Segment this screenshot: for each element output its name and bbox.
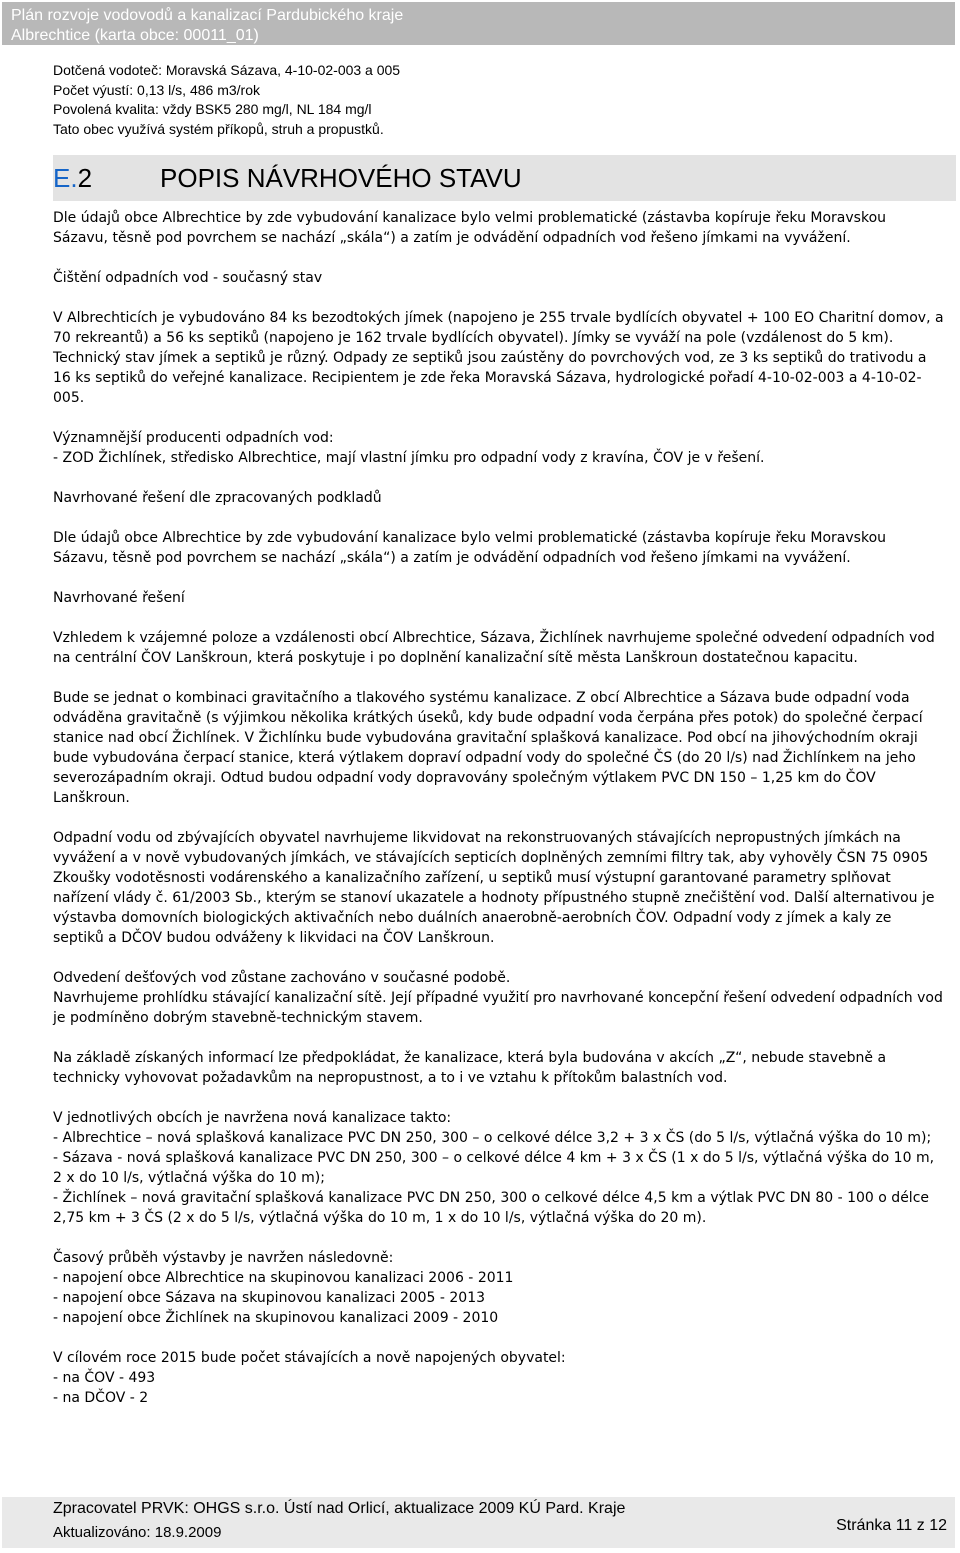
footer-updated: Aktualizováno: 18.9.2009: [53, 1524, 222, 1541]
intro-line: Dotčená vodoteč: Moravská Sázava, 4-10-02-003 a 005: [53, 62, 401, 78]
page-header: [2, 2, 955, 45]
intro-line: Tato obec využívá systém příkopů, struh a propustků.: [53, 120, 384, 137]
section-heading: [53, 155, 956, 201]
subheading: Navrhované řešení: [53, 590, 185, 606]
paragraph: Odvedení dešťových vod zůstane zachováno v současné podobě. Navrhujeme prohlídku stávající kanalizační sítě. Její případné využití pro navrhované koncepční řešení odvedení odpadních vod je podmíněno dobrým stavebně-technickým stavem.: [53, 970, 943, 1026]
intro-line: Počet výustí: 0,13 l/s, 486 m3/rok: [53, 81, 260, 98]
header-title: Plán rozvoje vodovodů a kanalizací Pardubického kraje: [11, 7, 404, 24]
paragraph: Časový průběh výstavby je navržen následovně: - napojení obce Albrechtice na skupinovou kanalizaci 2006 - 2011 - napojení obce Sázava na skupinovou kanalizaci 2005 - 2013 - napojení obce Žichlínek na skupinovou kanalizaci 2009 - 2010: [53, 1250, 514, 1326]
paragraph: Vzhledem k vzájemné poloze a vzdálenosti obcí Albrechtice, Sázava, Žichlínek navrhujeme společné odvedení odpadních vod na centrální ČOV Lanškroun, která poskytuje i po doplnění kanalizační sítě města Lanškroun dostatečnou kapacitu.: [53, 630, 935, 666]
paragraph: Bude se jednat o kombinaci gravitačního a tlakového systému kanalizace. Z obcí Albrechtice a Sázava bude odpadní voda odváděna gravitačně (s výjimkou několika krátkých úseků, kdy bude odpadní voda čerpána přes potok) do společné čerpací stanice nad obcí Žichlínek. V Žichlínku bude vybudována gravitační splašková kanalizace. Pod obcí na jihovýchodním okraji bude vybudována čerpací stanice, která výtlakem dopraví odpadní vody do společné ČS (do 20 l/s) nad Žichlínkem na jeho severozápadním okraji. Odtud budou odpadní vody dopravovány společným výtlakem PVC DN 150 – 1,25 km do ČOV Lanškroun.: [53, 690, 923, 806]
page-number: Stránka 11 z 12: [836, 1517, 947, 1534]
paragraph: Dle údajů obce Albrechtice by zde vybudování kanalizace bylo velmi problematické (zástavba kopíruje řeku Moravskou Sázavu, těsně pod povrchem se nachází „skála“) a zatím je odvádění odpadních vod řešeno jímkami na vyvážení.: [53, 530, 887, 566]
intro-block: [53, 61, 400, 139]
paragraph: Významnější producenti odpadních vod: - ZOD Žichlínek, středisko Albrechtice, mají vlastní jímku pro odpadní vody z kravína, ČOV je v řešení.: [53, 430, 765, 466]
subheading: Navrhované řešení dle zpracovaných podkladů: [53, 490, 382, 506]
section-number-prefix: E.: [53, 163, 78, 193]
paragraph: V cílovém roce 2015 bude počet stávajících a nově napojených obyvatel: - na ČOV - 493 - na DČOV - 2: [53, 1350, 566, 1406]
page-footer: [2, 1497, 955, 1548]
subheading: Čištění odpadních vod - současný stav: [53, 270, 323, 286]
header-subtitle: Albrechtice (karta obce: 00011_01): [11, 27, 259, 44]
intro-line: Povolená kvalita: vždy BSK5 280 mg/l, NL 184 mg/l: [53, 101, 372, 117]
section-title: POPIS NÁVRHOVÉHO STAVU: [160, 163, 522, 193]
section-number: [53, 163, 92, 194]
document-body: [53, 208, 945, 1408]
paragraph: V jednotlivých obcích je navržena nová kanalizace takto: - Albrechtice – nová splašková kanalizace PVC DN 250, 300 – o celkové délce 3,2 + 3 x ČS (do 5 l/s, výtlačná výška do 10 m); - Sázava - nová splašková kanalizace PVC DN 250, 300 – o celkové délce 4 km + 3 x ČS (1 x do 5 l/s, výtlačná výška do 10 m, 2 x do 10 l/s, výtlačná výška do 10 m); - Žichlínek – nová gravitační splašková kanalizace PVC DN 250, 300 o celkové délce 4,5 km a výtlak PVC DN 80 - 100 o délce 2,75 km + 3 ČS (2 x do 5 l/s, výtlačná výška do 10 m, 1 x do 10 l/s, výtlačná výška do 20 m).: [53, 1110, 935, 1226]
paragraph: Dle údajů obce Albrechtice by zde vybudování kanalizace bylo velmi problematické (zástavba kopíruje řeku Moravskou Sázavu, těsně pod povrchem se nachází „skála“) a zatím je odvádění odpadních vod řešeno jímkami na vyvážení.: [53, 210, 887, 246]
paragraph: Odpadní vodu od zbývajících obyvatel navrhujeme likvidovat na rekonstruovaných stávajících nepropustných jímkách na vyvážení a v nově vybudovaných jímkách, ve stávajících septicích doplněných zemními filtry tak, aby vyhověly ČSN 75 0905 Zkoušky vodotěsnosti vodárenského a kanalizačního zařízení, u septiků musí výstupní garantované parametry splňovat nařízení vlády č. 61/2003 Sb., kterým se stanoví ukazatele a hodnoty přípustného stupně znečištění vod. Další alternativou je výstavba domovních biologických aktivačních nebo duálních anaerobně-aerobních ČOV. Odpadní vody z jímek a kaly ze septiků a DČOV budou odváženy k likvidaci na ČOV Lanškroun.: [53, 830, 935, 946]
section-number-suffix: 2: [77, 163, 93, 193]
footer-processor: Zpracovatel PRVK: OHGS s.r.o. Ústí nad Orlicí, aktualizace 2009 KÚ Pard. Kraje: [53, 1500, 626, 1517]
paragraph: V Albrechticích je vybudováno 84 ks bezodtokých jímek (napojeno je 255 trvale bydlících obyvatel + 100 EO Charitní domov, a 70 rekreantů) a 56 ks septiků (napojeno je 162 trvale bydlících obyvatel). Jímky se vyváží na pole (vzdálenost do 5 km). Technický stav jímek a septiků je různý. Odpady ze septiků jsou zaústěny do povrchových vod, ze 3 ks septiků do trativodu a 16 ks septiků do veřejné kanalizace. Recipientem je zde řeka Moravská Sázava, hydrologické pořadí 4-10-02-003 a 4-10-02-005.: [53, 310, 944, 406]
paragraph: Na základě získaných informací lze předpokládat, že kanalizace, která byla budována v akcích „Z“, nebude stavebně a technicky vyhovovat požadavkům na nepropustnost, a to i ve vztahu k přítokům balastních vod.: [53, 1050, 887, 1086]
